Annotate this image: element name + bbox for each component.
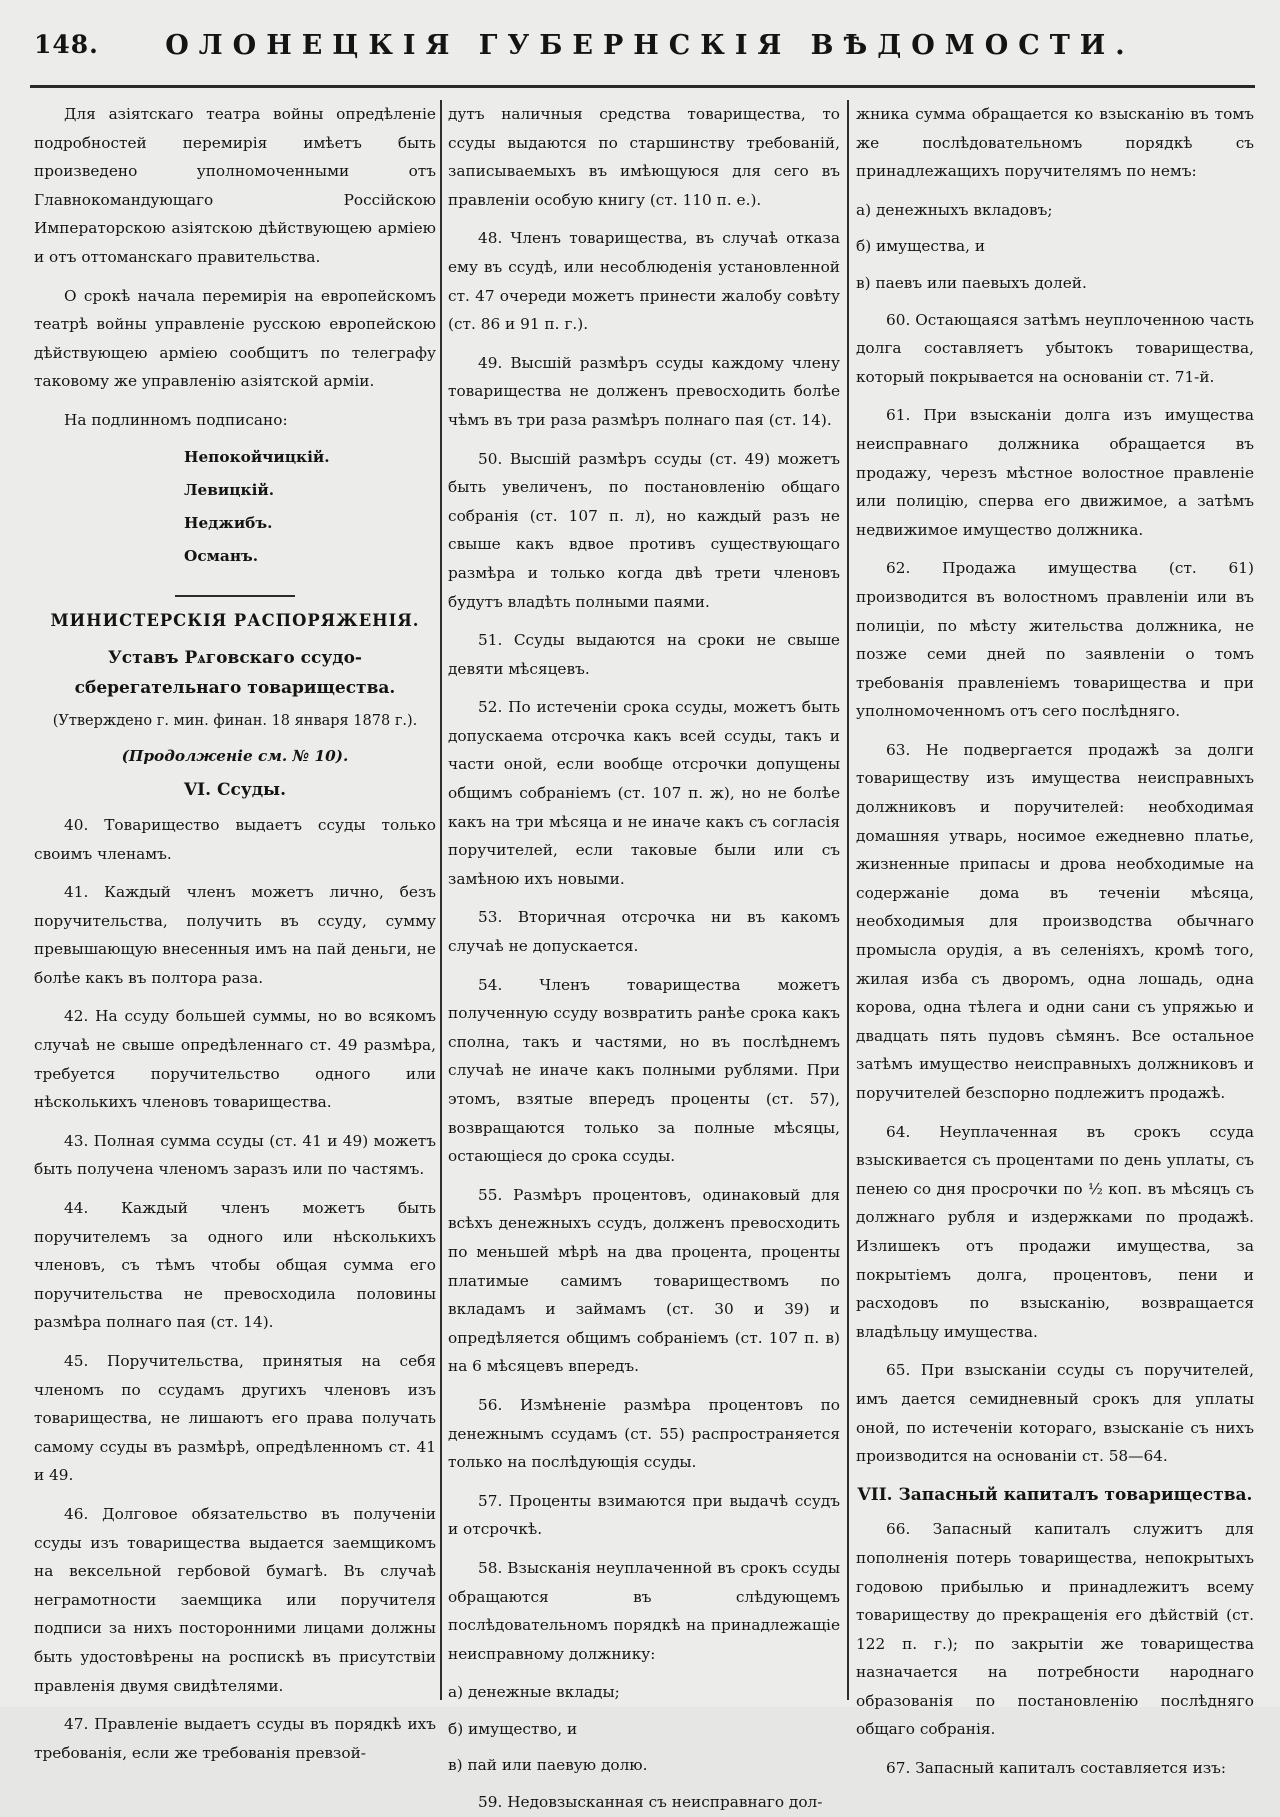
- article-54: 54. Членъ товарищества можетъ полученную ссуду возвратить ранѣе срока какъ сполна, такъ и частями, но въ послѣднемъ случаѣ не иначе какъ полными рублями. При этомъ, взятые впередъ проценты (ст. 57), возвращаются только за полные мѣсяцы, остающіеся до срока ссуды.: [448, 975, 840, 1166]
- column-2: [448, 100, 840, 1812]
- article-59-continued: жника сумма обращается ко взысканію въ томъ же послѣдовательномъ порядкѣ съ принадлежащихъ поручителямъ по немъ:: [856, 105, 1254, 181]
- approval-note: (Утверждено г. мин. финан. 18 января 1878 г.).: [52, 713, 418, 730]
- charter-title: Уставъ Рѧговскаго ссудо-сберегательнаго товарищества.: [74, 648, 396, 699]
- signature: Левицкій.: [184, 480, 275, 499]
- paragraph: О срокѣ начала перемирія на европейскомъ театрѣ войны управленіе русскою европейскою дѣйствующею арміею сообщитъ по телеграфу таковому же управленію азіятской арміи.: [34, 286, 436, 391]
- article-40: 40. Товарищество выдаетъ ссуды только своимъ членамъ.: [34, 815, 436, 863]
- paragraph: Для азіятскаго театра войны опредѣленіе подробностей перемирія имѣетъ быть произведено уполномоченными отъ Главнокомандующаго Россійскою Императорскою азіятскою дѣйствующею арміею и отъ оттоманскаго правительства.: [34, 105, 436, 266]
- article-42: 42. На ссуду большей суммы, но во всякомъ случаѣ не свыше опредѣленнаго ст. 49 размѣра, требуется поручительство одного или нѣсколькихъ членовъ товарищества.: [34, 1007, 436, 1112]
- article-45: 45. Поручительства, принятыя на себя членомъ по ссудамъ другихъ членовъ изъ товарищества, не лишаютъ его права получать самому ссуды въ размѣрѣ, опредѣленномъ ст. 41 и 49.: [34, 1352, 436, 1485]
- signature: Непокойчицкій.: [184, 447, 330, 466]
- article-55: 55. Размѣръ процентовъ, одинаковый для всѣхъ денежныхъ ссудъ, долженъ превосходить по меньшей мѣрѣ на два процента, проценты платимые самимъ товариществомъ по вкладамъ и займамъ (ст. 30 и 39) и опредѣляется общимъ собраніемъ (ст. 107 п. в) на 6 мѣсяцевъ впередъ.: [448, 1185, 840, 1376]
- column-divider: [440, 100, 442, 1700]
- article-57: 57. Проценты взимаются при выдачѣ ссудъ и отсрочкѣ.: [448, 1491, 840, 1539]
- continuation-note: (Продолженіе см. № 10).: [121, 746, 349, 765]
- article-51: 51. Ссуды выдаются на сроки не свыше девяти мѣсяцевъ.: [448, 631, 840, 678]
- signature: Неджибъ.: [184, 513, 273, 532]
- signed-label: На подлинномъ подписано:: [64, 410, 288, 429]
- article-47: 47. Правленіе выдаетъ ссуды въ порядкѣ ихъ требованія, если же требованія превзой-: [34, 1715, 436, 1762]
- article-56: 56. Измѣненіе размѣра процентовъ по денежнымъ ссудамъ (ст. 55) распространяется только на послѣдующія ссуды.: [448, 1395, 840, 1472]
- column-3: [856, 100, 1254, 1778]
- separator-rule: [175, 595, 295, 597]
- list-item: б) имущество, и: [448, 1719, 578, 1738]
- article-60: 60. Остающаяся затѣмъ неуплоченною часть долга составляетъ убытокъ товарищества, который покрывается на основаніи ст. 71-й.: [856, 310, 1254, 386]
- article-49: 49. Высшій размѣръ ссуды каждому члену товарищества не долженъ превосходить болѣе чѣмъ въ три раза размѣръ полнаго пая (ст. 14).: [448, 353, 840, 429]
- article-66: 66. Запасный капиталъ служитъ для пополненія потерь товарищества, непокрытыхъ годовою прибылью и принадлежитъ всему товариществу до прекращенія его дѣйствій (ст. 122 п. г.); по закрытіи же товарищества назначается на потребности народнаго образованія по постановленію послѣдняго общаго собранія.: [856, 1520, 1254, 1739]
- article-43: 43. Полная сумма ссуды (ст. 41 и 49) можетъ быть получена членомъ заразъ или по частямъ.: [34, 1131, 436, 1179]
- column-divider: [847, 100, 849, 1700]
- article-48: 48. Членъ товарищества, въ случаѣ отказа ему въ ссудѣ, или несоблюденія установленной ст. 47 очереди можетъ принести жалобу совѣту (ст. 86 и 91 п. г.).: [448, 229, 840, 334]
- header-rule: [30, 85, 1255, 88]
- page-header: [0, 0, 1280, 80]
- list-item: а) денежныхъ вкладовъ;: [856, 200, 1053, 219]
- page-number: 148.: [34, 30, 99, 59]
- list-item: в) пай или паевую долю.: [448, 1756, 648, 1775]
- signature: Османъ.: [184, 546, 259, 565]
- article-46: 46. Долговое обязательство въ полученіи ссуды изъ товарищества выдается заемщикомъ на вексельной гербовой бумагѣ. Въ случаѣ неграмотности заемщика или поручителя подписи за нихъ посторонними лицами должны быть удостовѣрены на роспискѣ въ присутствіи правленія двумя свидѣтелями.: [34, 1504, 436, 1695]
- article-50: 50. Высшій размѣръ ссуды (ст. 49) можетъ быть увеличенъ, по постановленію общаго собранія (ст. 107 п. л), но каждый разъ не свыше какъ вдвое противъ существующаго размѣра и только когда двѣ трети членовъ будутъ владѣть полными паями.: [448, 449, 840, 611]
- article-44: 44. Каждый членъ можетъ быть поручителемъ за одного или нѣсколькихъ членовъ, съ тѣмъ чтобы общая сумма его поручительства не превосходила половины размѣра полнаго пая (ст. 14).: [34, 1199, 436, 1332]
- chapter-heading: VI. Ссуды.: [183, 780, 287, 801]
- article-67: 67. Запасный капиталъ составляется изъ:: [886, 1759, 1227, 1778]
- list-item: в) паевъ или паевыхъ долей.: [856, 273, 1087, 292]
- article-41: 41. Каждый членъ можетъ лично, безъ поручительства, получить въ ссуду, сумму превышающую внесенныя имъ на пай деньги, не болѣе какъ въ полтора раза.: [34, 883, 436, 987]
- article-64: 64. Неуплаченная въ срокъ ссуда взыскивается съ процентами по день уплаты, съ пенею со дня просрочки по ½ коп. въ мѣсяцъ съ должнаго рубля и издержками по продажѣ. Излишекъ отъ продажи имущества, за покрытіемъ долга, процентовъ, пени и расходовъ по взысканію, возвращается владѣльцу имущества.: [856, 1122, 1254, 1341]
- article-47-continued: дутъ наличныя средства товарищества, то ссуды выдаются по старшинству требованій, записываемыхъ въ имѣющуюся для сего въ правленіи особую книгу (ст. 110 п. е.).: [448, 105, 840, 209]
- list-item: б) имущества, и: [856, 237, 986, 256]
- chapter-heading: VII. Запасный капиталъ товарищества.: [857, 1484, 1253, 1505]
- article-58: 58. Взысканія неуплаченной въ срокъ ссуды обращаются въ слѣдующемъ послѣдовательномъ порядкѣ на принадлежащіе неисправному должнику:: [448, 1558, 840, 1663]
- article-62: 62. Продажа имущества (ст. 61) производится въ волостномъ правленіи или въ полиціи, по мѣсту жительства должника, не позже семи дней по заявленіи о томъ требованія правленіемъ товарищества и при уполномоченномъ отъ сего послѣдняго.: [856, 559, 1254, 721]
- article-53: 53. Вторичная отсрочка ни въ какомъ случаѣ не допускается.: [448, 908, 840, 956]
- article-61: 61. При взысканіи долга изъ имущества неисправнаго должника обращается въ продажу, черезъ мѣстное волостное правленіе или полицію, сперва его движимое, а затѣмъ недвижимое имущество должника.: [856, 406, 1254, 539]
- masthead-title: ОЛОНЕЦКІЯ ГУБЕРНСКІЯ ВѢДОМОСТИ.: [165, 30, 1135, 61]
- article-63: 63. Не подвергается продажѣ за долги товариществу изъ имущества неисправныхъ должниковъ и поручителей: необходимая домашняя утварь, носимое ежедневно платье, жизненные припасы и дрова необходимые на содержаніе дома въ теченіи мѣсяца, необходимыя для производства обычнаго промысла орудія, а въ селеніяхъ, кромѣ того, жилая изба съ дворомъ, одна лошадь, одна корова, одна тѣлега и одни сани съ упряжью и двадцать пять пудовъ сѣмянъ. Все остальное затѣмъ имущество неисправныхъ должниковъ и поручителей безспорно подлежитъ продажѣ.: [856, 740, 1254, 1102]
- article-52: 52. По истеченіи срока ссуды, можетъ быть допускаема отсрочка какъ всей ссуды, такъ и части оной, если вообще отсрочки допущены общимъ собраніемъ (ст. 107 п. ж), но не болѣе какъ на три мѣсяца и не иначе какъ съ согласія поручителей, если таковые были или съ замѣною ихъ новыми.: [448, 698, 840, 888]
- list-item: а) денежные вклады;: [448, 1683, 620, 1702]
- column-1: [34, 100, 436, 1762]
- section-title: МИНИСТЕРСКІЯ РАСПОРЯЖЕНІЯ.: [50, 610, 420, 630]
- article-65: 65. При взысканіи ссуды съ поручителей, имъ дается семидневный срокъ для уплаты оной, по истеченіи котораго, взысканіе съ нихъ производится на основаніи ст. 58—64.: [856, 1361, 1254, 1466]
- article-59: 59. Недовзысканная съ неисправнаго дол-: [478, 1793, 823, 1812]
